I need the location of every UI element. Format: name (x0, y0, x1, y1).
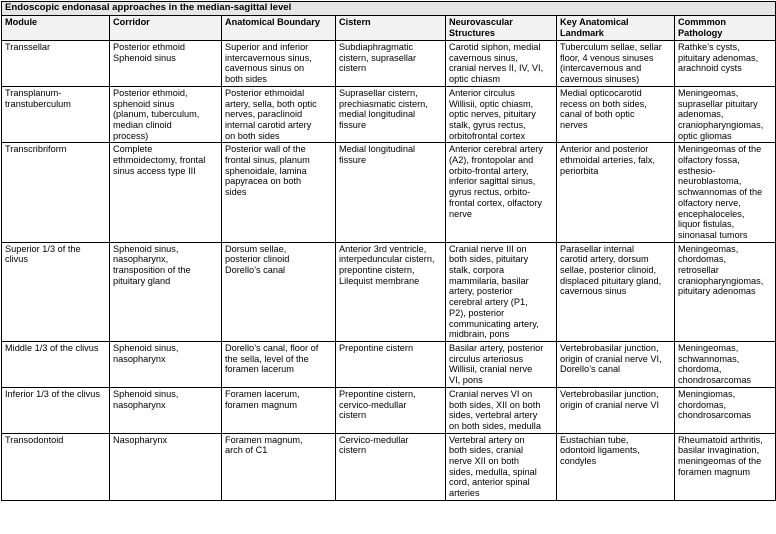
cell-key-anatomical-landmark: Vertebrobasilar junction, origin of cranial nerve VI (557, 387, 675, 433)
cell-cistern: Anterior 3rd ventricle, interpeduncular cistern, prepontine cistern, Lilequist membrane (336, 242, 446, 341)
table-row (2, 143, 776, 242)
cell-anatomical-boundary: Foramen magnum, arch of C1 (222, 433, 336, 500)
column-header-module: Module (2, 16, 110, 41)
cell-module: Transsellar (2, 41, 110, 87)
cell-common-pathology: Rheumatoid arthritis, basilar invagination, meningeomas of the foramen magnum (675, 433, 776, 500)
cell-common-pathology: Meningiomas, chordomas, chondrosarcomas (675, 387, 776, 433)
cell-anatomical-boundary: Posterior wall of the frontal sinus, planum sphenoidale, lamina papyracea on both sides (222, 143, 336, 242)
cell-common-pathology: Meningeomas of the olfactory fossa, esthesio- neuroblastoma, schwannomas of the olfactory nerve, encephaloceles, liquor fistulas, sinonasal tumors (675, 143, 776, 242)
column-header-common-pathology: Commmon Pathology (675, 16, 776, 41)
cell-module: Middle 1/3 of the clivus (2, 341, 110, 387)
cell-module: Transodontoid (2, 433, 110, 500)
cell-neurovascular-structures: Carotid siphon, medial cavernous sinus, cranial nerves II, IV, VI, optic chiasm (446, 41, 557, 87)
cell-module: Inferior 1/3 of the clivus (2, 387, 110, 433)
cell-neurovascular-structures: Cranial nerves VI on both sides, XII on both sides, vertebral artery on both sides, medulla (446, 387, 557, 433)
cell-anatomical-boundary: Posterior ethmoidal artery, sella, both optic nerves, paraclinoid internal carotid artery on both sides (222, 86, 336, 143)
cell-key-anatomical-landmark: Eustachian tube, odontoid ligaments, condyles (557, 433, 675, 500)
cell-corridor: Sphenoid sinus, nasopharynx (110, 341, 222, 387)
cell-neurovascular-structures: Anterior cerebral artery (A2), frontopolar and orbito-frontal artery, inferior sagittal sinus, gyrus rectus, orbito- frontal cortex, olfactory nerve (446, 143, 557, 242)
cell-corridor: Posterior ethmoid Sphenoid sinus (110, 41, 222, 87)
cell-cistern: Prepontine cistern (336, 341, 446, 387)
cell-cistern: Suprasellar cistern, prechiasmatic cistern, medial longitudinal fissure (336, 86, 446, 143)
column-header-neurovascular-structures: Neurovascular Structures (446, 16, 557, 41)
cell-neurovascular-structures: Anterior circulus Willisii, optic chiasm, optic nerves, pituitary stalk, gyrus rectus, orbitofrontal cortex (446, 86, 557, 143)
column-header-corridor: Corridor (110, 16, 222, 41)
cell-anatomical-boundary: Dorello’s canal, floor of the sella, level of the foramen lacerum (222, 341, 336, 387)
table-row (2, 86, 776, 143)
cell-neurovascular-structures: Vertebral artery on both sides, cranial nerve XII on both sides, medulla, spinal cord, anterior spinal arteries (446, 433, 557, 500)
column-header-key-anatomical-landmark: Key Anatomical Landmark (557, 16, 675, 41)
cell-key-anatomical-landmark: Vertebrobasilar junction, origin of cranial nerve VI, Dorello’s canal (557, 341, 675, 387)
header-row (2, 16, 776, 41)
cell-common-pathology: Rathke’s cysts, pituitary adenomas, arachnoid cysts (675, 41, 776, 87)
table-row (2, 387, 776, 433)
cell-key-anatomical-landmark: Parasellar internal carotid artery, dorsum sellae, posterior clinoid, displaced pituitary gland, cavernous sinus (557, 242, 675, 341)
cell-corridor: Posterior ethmoid, sphenoid sinus (planum, tuberculum, median clinoid process) (110, 86, 222, 143)
cell-common-pathology: Meningeomas, chordomas, retrosellar craniopharyngiomas, pituitary adenomas (675, 242, 776, 341)
document-page (0, 1, 776, 534)
cell-anatomical-boundary: Superior and inferior intercavernous sinus, cavernous sinus on both sides (222, 41, 336, 87)
cell-corridor: Complete ethmoidectomy, frontal sinus access type III (110, 143, 222, 242)
cell-key-anatomical-landmark: Medial opticocarotid recess on both sides, canal of both optic nerves (557, 86, 675, 143)
cell-common-pathology: Meningeomas, suprasellar pituitary adenomas, craniopharyngiomas, optic gliomas (675, 86, 776, 143)
column-header-cistern: Cistern (336, 16, 446, 41)
cell-module: Transplanum- transtuberculum (2, 86, 110, 143)
cell-anatomical-boundary: Foramen lacerum, foramen magnum (222, 387, 336, 433)
cell-cistern: Cervico-medullar cistern (336, 433, 446, 500)
approaches-table (1, 1, 776, 501)
cell-common-pathology: Meningeomas, schwannomas, chordoma, chondrosarcomas (675, 341, 776, 387)
cell-corridor: Sphenoid sinus, nasopharynx, transposition of the pituitary gland (110, 242, 222, 341)
column-header-anatomical-boundary: Anatomical Boundary (222, 16, 336, 41)
cell-cistern: Subdiaphragmatic cistern, suprasellar cistern (336, 41, 446, 87)
cell-corridor: Sphenoid sinus, nasopharynx (110, 387, 222, 433)
cell-module: Transcribriform (2, 143, 110, 242)
cell-cistern: Medial longitudinal fissure (336, 143, 446, 242)
table-row (2, 41, 776, 87)
cell-neurovascular-structures: Basilar artery, posterior circulus arteriosus Willisii, cranial nerve VI, pons (446, 341, 557, 387)
cell-key-anatomical-landmark: Anterior and posterior ethmoidal arteries, falx, periorbita (557, 143, 675, 242)
cell-module: Superior 1/3 of the clivus (2, 242, 110, 341)
table-title-row (2, 2, 776, 16)
table-row (2, 341, 776, 387)
cell-neurovascular-structures: Cranial nerve III on both sides, pituitary stalk, corpora mammilaria, basilar artery, posterior cerebral artery (P1, P2), posterior communicating artery, midbrain, pons (446, 242, 557, 341)
cell-anatomical-boundary: Dorsum sellae, posterior clinoid Dorello’s canal (222, 242, 336, 341)
cell-key-anatomical-landmark: Tuberculum sellae, sellar floor, 4 venous sinuses (intercavernous and cavernous sinuses) (557, 41, 675, 87)
table-row (2, 242, 776, 341)
cell-cistern: Prepontine cistern, cervico-medullar cistern (336, 387, 446, 433)
table-title: Endoscopic endonasal approaches in the median-sagittal level (2, 2, 776, 16)
table-row (2, 433, 776, 500)
cell-corridor: Nasopharynx (110, 433, 222, 500)
